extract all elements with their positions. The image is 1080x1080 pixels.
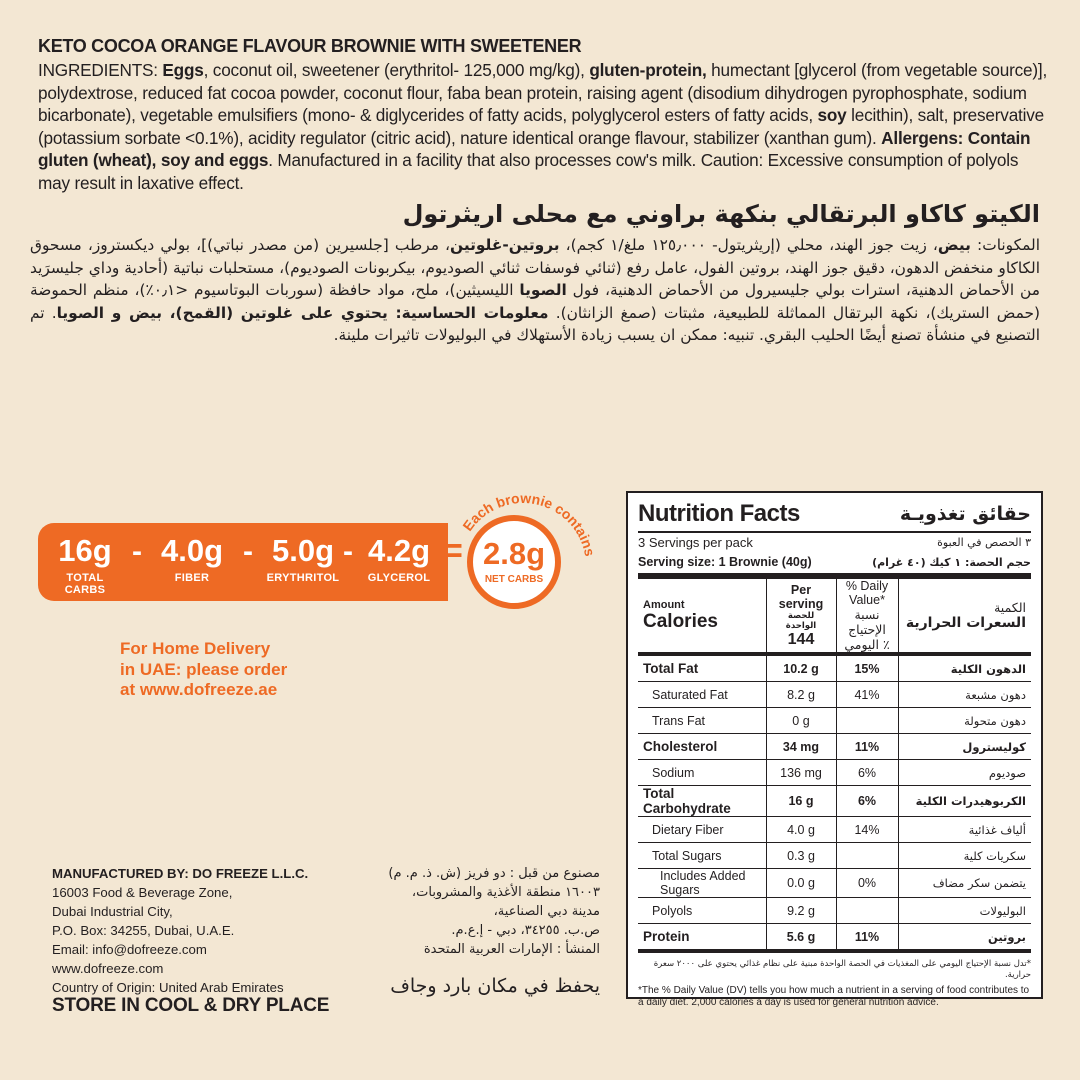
nutrient-value: 10.2 g [766,654,836,682]
bold-ingredient: Eggs [162,60,204,80]
nutrient-row [638,898,1031,924]
calories-row: Amount Calories Per serving للحصة الواحدة 144 % Daily Value* نسبة الإحتياج اليومي ٪ الكمية السعرات الحرارية [638,579,1031,654]
nutrient-name-ar: بروتين [988,929,1026,944]
nc-total-carbs: 16g TOTAL CARBS [58,533,112,596]
nutrient-daily-value: 11% [836,734,898,760]
ingredients-ar-text [30,234,1040,347]
nutrient-value: 34 mg [766,734,836,760]
nutrient-daily-value: 6% [836,786,898,817]
nutrient-name: Cholesterol [638,734,766,760]
storage-instruction-en: STORE IN COOL & DRY PLACE [52,995,330,1016]
nc-glycerol: 4.2g GLYCEROL [367,533,431,584]
ingredient-text: المكونات: [970,236,1040,254]
nutrient-name: Polyols [638,898,766,924]
ingredient-text: . Manufactured in a facility that also processes cow's milk. Caution: Excessive consumption of polyols may result in laxative effect. [38,150,1019,193]
nutrient-name: Total Fat [638,654,766,682]
nutrient-name-ar: صوديوم [988,765,1026,780]
storage-instruction-ar: يحفظ في مكان بارد وجاف [390,975,600,997]
nutrient-name: Dietary Fiber [638,817,766,843]
nutrient-name-ar: يتضمن سكر مضاف [932,876,1026,890]
calories-value: 144 [787,630,815,648]
ingredients-english [38,36,1048,194]
minus-sign: - [343,535,353,568]
equals-sign: = [443,532,463,570]
nutrient-row [638,869,1031,898]
ingredient-text: . تم التصنيع في منشأة تصنع أيضًا الحليب البقري. تنبيه: ممكن ان يسبب زيادة الأستهلاك في البوليولات تاثيرات ملينة. [30,303,1040,344]
nutrient-daily-value: 41% [836,682,898,708]
nutrient-name: Total Carbohydrate [638,786,766,817]
nutrient-row [638,760,1031,786]
nutrient-name-ar: دهون متحولة [964,713,1026,728]
nutrient-value: 0.3 g [766,843,836,869]
footnote-en: *The % Daily Value (DV) tells you how much a nutrient in a serving of food contributes to a daily diet. 2,000 calories a day is used for general nutrition advice. [638,985,1030,1008]
ingredients-en-text [38,59,1048,194]
ingredient-text: lecithin), salt, preservative (potassium sorbate <0.1%), acidity regulator (citric acid), nature identical orange flavour, stabilizer (xanthan gum). [38,105,1044,148]
nutrient-row [638,734,1031,760]
ingredient-text: ، مرطب [جلسيرين (من مصدر نباتي)]، بولي ديكستروز، مسحوق الكاكاو منخفض الدهون، دقيق جوز الهند، بروتين الفول، عامل رفع (ثنائي فوسفات ثنائي الصوديوم، بيكربونات الصوديوم)، مستحلبات نباتية (أحادية وداي جليسرَيد من الأحماض الدهنية، استرات بولي جليسيرول من الأحماض الدهنية، فول [30,236,1040,299]
svg-text:Each brownie contains: Each brownie contains [459,490,598,558]
nutrient-daily-value: 11% [836,924,898,952]
nutrient-value: 9.2 g [766,898,836,924]
nutrient-value: 16 g [766,786,836,817]
bold-ingredient: gluten-protein, [589,60,707,80]
nutrient-daily-value: 15% [836,654,898,682]
nutrient-daily-value [836,708,898,734]
nutrition-facts-header: Nutrition Facts حقائق تغذويـة [638,497,1031,533]
nutrient-row [638,924,1031,952]
nutrient-name: Total Sugars [638,843,766,869]
nutrient-row [638,843,1031,869]
ingredient-text: humectant [glycerol (from vegetable source)], polydextrose, reduced fat cocoa powder, coconut flour, faba bean protein, raising agent (disodium dihydrogen pyrophosphate, sodium bicarbonate), vegetable emulsifiers (mono- & diglycerides of fatty acids, polyglycerol esters of fatty acids, [38,60,1048,125]
nutrient-row [638,708,1031,734]
nutrition-facts-panel [626,491,1043,1008]
nutrient-row [638,682,1031,708]
nutrient-name-ar: ألياف غذائية [968,822,1026,837]
nutrient-name-ar: دهون مشبعة [965,687,1026,702]
ingredient-text: , coconut oil, sweetener (erythritol- 125,000 mg/kg), [203,60,590,80]
nutrient-value: 0 g [766,708,836,734]
nutrient-value: 8.2 g [766,682,836,708]
footnote-ar: *تدل نسبة الإحتياج اليومي على المغذيات في الحصة الواحدة مبنية على نظام غذائي يحتوي على ٢٠٠٠ سعرة حرارية. [653,959,1031,980]
nutrient-name-ar: سكريات كلية [963,848,1026,863]
product-title-en: KETO COCOA ORANGE FLAVOUR BROWNIE WITH SWEETENER [38,36,582,56]
nutrient-row [638,786,1031,817]
nutrient-daily-value [836,898,898,924]
nutrient-value: 4.0 g [766,817,836,843]
manufacturer-ar: مصنوع من قبل : دو فريز (ش. ذ. م. م) ١٦٠٠٣ منطقة الأغذية والمشروبات، مدينة دبي الصناعية، ص.ب. ٣٤٢٥٥، دبي - إ.ع.م. المنشأ : الإمارات العربية المتحدة [388,866,600,957]
ingredients-arabic [30,200,1040,347]
nutrient-name: Includes Added Sugars [638,869,766,898]
product-title-ar: الكيتو كاكاو البرتقالي بنكهة براوني مع محلى اريثرتول [402,200,1040,228]
minus-sign: - [132,535,142,568]
nutrient-value: 0.0 g [766,869,836,898]
servings-per-pack: 3 Servings per pack ٣ الحصص في العبوة [638,534,1031,550]
bold-ingredient: soy [817,105,847,125]
nutrient-name-ar: الدهون الكلية [950,661,1026,676]
minus-sign: - [243,535,253,568]
ingredient-text: ، زيت جوز الهند، محلي (إريثريتول- ١٢٥٫٠٠٠ ملغ/١ كجم)، [559,236,938,254]
nutrient-name-ar: كوليسترول [962,739,1026,754]
net-carbs-banner [38,523,448,601]
serving-size: Serving size: 1 Brownie (40g) حجم الحصة: ١ كيك (٤٠ غرام) [638,551,1031,579]
nutrient-name: Saturated Fat [638,682,766,708]
nutrient-value: 136 mg [766,760,836,786]
nutrient-name-ar: الكربوهيدرات الكلية [915,794,1026,808]
nutrient-daily-value: 6% [836,760,898,786]
nutrient-value: 5.6 g [766,924,836,952]
manufacturer-en: MANUFACTURED BY: DO FREEZE L.L.C. 16003 Food & Beverage Zone, Dubai Industrial City, P.O. Box: 34255, Dubai, U.A.E. Email: info@dofreeze.com www.dofreeze.com Country of Origin: United Arab Emirates [52,866,309,995]
nutrient-name: Trans Fat [638,708,766,734]
nutrient-row [638,817,1031,843]
bold-ingredient: بروتين-غلوتين [450,236,560,254]
nutrition-table [638,579,1031,953]
net-carbs-badge: 2.8g NET CARBS [467,515,561,609]
bold-ingredient: الصويا [519,281,567,299]
nc-erythritol: 5.0g ERYTHRITOL [266,533,340,584]
bold-ingredient: Allergens: Contain gluten (wheat), soy and eggs [38,127,1031,170]
each-brownie-arc-text [448,490,598,620]
bold-ingredient: معلومات الحساسية: يحتوي على غلوتين (القمح)، بيض و الصويا [56,303,549,322]
nutrient-row [638,654,1031,682]
nutrient-name: Sodium [638,760,766,786]
nutrient-daily-value: 0% [836,869,898,898]
nutrient-name: Protein [638,924,766,952]
nutrient-daily-value [836,843,898,869]
ingredient-text: الليسيثين)، ملح، مواد حافظة (سوربات البوتاسيوم <٠٫١٪)، منظم الحموضة (حمض الستريك)، نكهة البرتقال المماثلة للطبيعية، مثبتات (صمغ الزانثان). [30,281,1040,322]
home-delivery-note: For Home Delivery in UAE: please order at www.dofreeze.ae [120,639,288,699]
nutrient-name-ar: البوليولات [979,903,1026,918]
ingredient-text: INGREDIENTS: [38,60,163,80]
nc-fiber: 4.0g FIBER [160,533,224,584]
bold-ingredient: بيض [937,236,971,254]
nutrient-daily-value: 14% [836,817,898,843]
